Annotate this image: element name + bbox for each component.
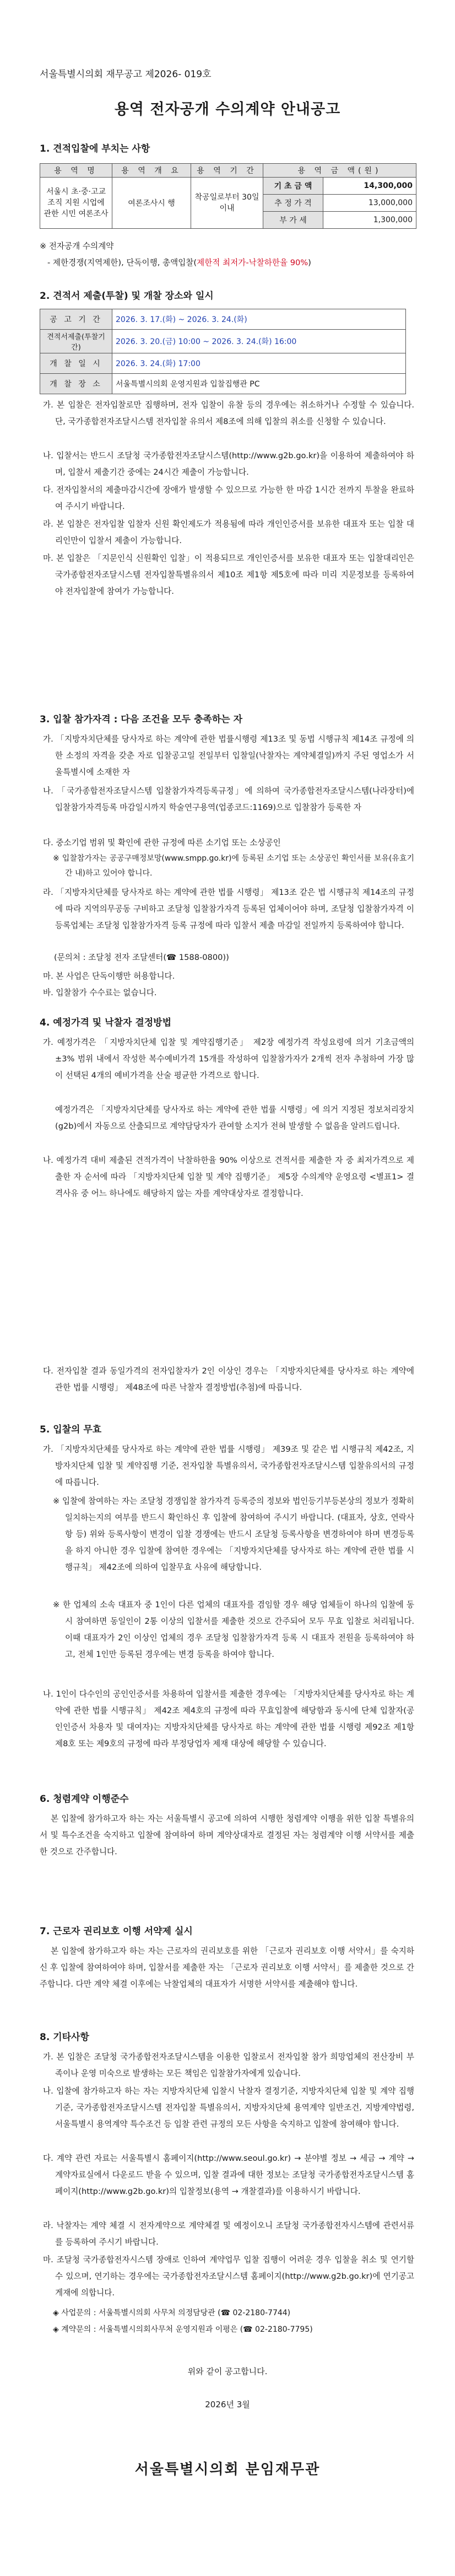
closing-statement: 위와 같이 공고합니다. (187, 2366, 268, 2376)
schedule-value-opening: 2026. 3. 24.(화) 17:00 (112, 353, 406, 374)
section-1-heading: 1. 견적입찰에 부치는 사항 (40, 143, 150, 154)
header-overview: 용 역 개 요 (112, 164, 191, 178)
schedule-value-period: 2026. 3. 17.(화) ~ 2026. 3. 24.(화) (112, 309, 406, 330)
lowest-price-rate: 제한적 최저가-낙찰하한율 90% (197, 258, 308, 267)
sec8-item-a: 가. 본 입찰은 조달청 국가종합전자조달시스템을 이용한 입찰로서 전자입찰 참가 희망업체의 전산장비 부족이나 운영 미숙으로 발생하는 모든 책임은 입찰참가자에게 있습니다. (43, 2052, 414, 2078)
schedule-label-period: 공 고 기 간 (40, 309, 112, 330)
sec3-item-a: 가. 「지방자치단체를 당사자로 하는 계약에 관한 법률시행령 제13조 및 동법 시행규칙 제14조 규정에 의한 소정의 자격을 갖춘 자로 입찰공고일 전일부터 입찰일(낙찰자는 계약체결일)까지 주된 영업소가 서울특별시에 소재한 자 (43, 734, 414, 777)
amount-label-vat: 부 가 세 (263, 212, 323, 229)
amount-value-base: 14,300,000 (323, 178, 416, 195)
schedule-value-place: 서울특별시의회 운영지원과 입찰집행관 PC (112, 374, 406, 394)
sec3-item-f: 바. 입찰참가 수수료는 없습니다. (43, 988, 157, 997)
sec8-item-e: 마. 조달청 국가종합전자시스템 장애로 인하여 계약업무 입찰 집행이 어려운 경우 입찰을 취소 및 연기할 수 있으며, 연기하는 경우에는 국가종합전자조달시스템 홈페이지(http://www.g2b.go.kr)에 연기공고 게재에 의합니다. (43, 2255, 414, 2298)
amount-value-estimate: 13,000,000 (323, 195, 416, 212)
sec3-item-e: 마. 본 사업은 단독이행만 허용합니다. (43, 972, 175, 981)
sec2-item-c: 다. 전자입찰서의 제출마감시간에 장애가 발생할 수 있으므로 가능한 한 마감 1시간 전까지 투찰을 완료하여 주시기 바랍니다. (43, 485, 414, 511)
contact-business: ◈ 사업문의 : 서울특별시의회 사무처 의정담당관 (☎ 02-2180-7744) (53, 2309, 291, 2317)
amount-label-base: 기 초 금 액 (263, 178, 323, 195)
contract-type-note: ※ 전자공개 수의계약 (40, 242, 114, 251)
sec5-note-2: ※ 한 업체의 소속 대표자 중 1인이 다른 업체의 대표자를 겸임할 경우 해당 업체들이 하나의 입찰에 동시 참여하면 동일인이 2통 이상의 입찰서를 제출한 것으로 간주되어 모두 무효 입찰로 처리됩니다. 이때 대표자가 2인 이상인 업체의 경우 조달청 입찰참가자격 등록 시 대표자 전원을 등록하여야 하고, 전체 1인만 등록된 경우에는 변경 등록을 하여야 합니다. (53, 1600, 414, 1659)
section-2-heading: 2. 견적서 제출(투찰) 및 개찰 장소와 일시 (40, 291, 214, 302)
sec7-body: 본 입찰에 참가하고자 하는 자는 근로자의 권리보호를 위한 「근로자 권리보호 이행 서약서」를 숙지하신 후 입찰에 참여하여야 하며, 입찰서를 제출한 자는 「근로자 권리보호 이행 서약서」를 제출한 것으로 간주합니다. 다만 계약 체결 이후에는 낙찰업체의 대표자가 서명한 서약서를 제출해야 합니다. (40, 1946, 414, 1989)
section-6-heading: 6. 청렴계약 이행준수 (40, 1794, 129, 1805)
sec5-item-a: 가. 「지방자치단체를 당사자로 하는 계약에 관한 법률 시행령」 제39조 및 같은 법 시행규칙 제42조, 지방자치단체 입찰 및 계약집행 기준, 전자입찰 특별유의서, 국가종합전자조달시스템 입찰유의서의 규정에 따릅니다. (43, 1445, 414, 1487)
schedule-label-submit: 견적서제출(투찰기간) (40, 330, 112, 353)
sec5-item-b: 나. 1인이 다수인의 공인인증서를 차용하여 입찰서를 제출한 경우에는 「지방자치단체를 당사자로 하는 계약에 관한 법률 시행규칙」 제42조 제4호의 규정에 따라 무효입찰에 해당함과 동시에 단체 입찰자(공인인증서 차용자 및 대여자)는 지방자치단체를 당사자로 하는 계약에 관한 법률 시행령 제92조 제1항 제8호 또는 제9호의 규정에 따라 부정당업자 제재 대상에 해당할 수 있습니다. (43, 1689, 414, 1748)
amount-value-vat: 1,300,000 (323, 212, 416, 229)
sec5-note-1: ※ 입찰에 참여하는 자는 조달청 경쟁입찰 참가자격 등록증의 정보와 법인등기부등본상의 정보가 정확히 일치하는지의 여부를 반드시 확인하신 후 입찰에 참여하여 주시기 바랍니다. (대표자, 상호, 연락사항 등) 위와 등록사항이 변경이 입찰 경쟁에는 반드시 조달청 등록사항을 변경하여야 하며 변경등록을 하지 아니한 경우 입찰에 참여한 경우에는 「지방자치단체를 당사자로 하는 계약에 관한 법률 시행규칙」 제42조에 의하여 입찰무효 사유에 해당합니다. (53, 1496, 414, 1572)
sec2-item-b: 나. 입찰서는 반드시 조달청 국가종합전자조달시스템(http://www.g2b.go.kr)을 이용하여 제출하여야 하며, 입찰서 제출기간 중에는 24시간 제출이 가능합니다. (43, 451, 414, 477)
sec2-item-d: 라. 본 입찰은 전자입찰 입찰자 신원 확인제도가 적용됨에 따라 개인인증서를 보유한 대표자 또는 입찰 대리인만이 입찰서 제출이 가능합니다. (43, 519, 414, 545)
section-8-heading: 8. 기타사항 (40, 2032, 89, 2043)
service-period: 착공일로부터 30일이내 (191, 178, 263, 229)
sec3-item-c: 다. 중소기업 범위 및 확인에 관한 규정에 따른 소기업 또는 소상공인 (43, 838, 281, 847)
contract-type-detail (47, 255, 422, 271)
sec2-item-a: 가. 본 입찰은 전자입찰로만 집행하며, 전자 입찰이 유찰 등의 경우에는 취소하거나 수정할 수 있습니다. 단, 국가종합전자조달시스템 전자입찰 유의서 제8조에 의해 입찰의 취소를 신청할 수 있습니다. (43, 400, 414, 426)
section-3-heading: 3. 입찰 참가자격 : 다음 조건을 모두 충족하는 자 (40, 714, 243, 725)
section-4-heading: 4. 예정가격 및 낙찰자 결정방법 (40, 1017, 172, 1028)
sec4-item-a: 가. 예정가격은 「지방자치단체 입찰 및 계약집행기준」 제2장 예정가격 작성요령에 의거 기초금액의 ±3% 범위 내에서 작성한 복수예비가격 15개를 작성하여 입찰참가자가 2개씩 전자 추첨하여 가장 많이 선택된 4개의 예비가격을 산술 평균한 가격으로 합니다. (43, 1038, 414, 1080)
sec3-sub-note: ※ 입찰참가자는 공공구매정보망(www.smpp.go.kr)에 등록된 소기업 또는 소상공인 확인서를 보유(유효기간 내)하고 있어야 합니다. (53, 854, 414, 878)
service-overview: 여론조사시 행 (112, 178, 191, 229)
page-title: 용역 전자공개 수의계약 안내공고 (114, 101, 341, 118)
contract-type-close: ) (308, 258, 311, 267)
sec3-item-b: 나. 「국가종합전자조달시스템 입찰참가자격등록규정」에 의하여 국가종합전자조달시스템(나라장터)에 입찰참가자격등록 마감일시까지 학술연구용역(업종코드:1169)으로 입찰참가 등록한 자 (43, 786, 414, 812)
header-period: 용 역 기 간 (191, 164, 263, 178)
service-name: 서울시 초·중·고교 조직 지원 시업에 관한 시민 여론조사 (40, 178, 112, 229)
schedule-value-submit: 2026. 3. 20.(금) 10:00 ~ 2026. 3. 24.(화) 16:00 (112, 330, 406, 353)
notice-number: 서울특별시의회 재무공고 제2026- 019호 (40, 69, 212, 80)
schedule-table (40, 309, 406, 394)
signer-name: 서울특별시의회 분임재무관 (134, 2461, 321, 2478)
sec6-body: 본 입찰에 참가하고자 하는 자는 서울특별시 공고에 의하여 시행한 청렴계약 이행을 위한 입찰 특별유의서 및 특수조건을 숙지하고 입찰에 참여하여 하며 계약상대자로 결정된 자는 청렴계약 이행 서약서를 제출한 것으로 간주합니다. (40, 1814, 414, 1856)
amount-label-estimate: 추 정 가 격 (263, 195, 323, 212)
service-summary-table (40, 163, 416, 229)
contact-contract: ◈ 계약문의 : 서울특별시의회사무처 운영지원과 이평은 (☎ 02-2180-7795) (53, 2325, 313, 2334)
schedule-label-opening: 개 찰 일 시 (40, 353, 112, 374)
schedule-label-place: 개 찰 장 소 (40, 374, 112, 394)
header-amount: 용 역 금 액(원) (263, 164, 416, 178)
contract-type-text: - 제한경쟁(지역제한), 단독이행, 총액입찰( (47, 258, 197, 267)
sec3-item-d: 라. 「지방자치단체를 당사자로 하는 계약에 관한 법률 시행령」 제13조 같은 법 시행규칙 제14조의 규정에 따라 지역의무공동 구비하고 조달청 입찰참가자격 등록된 업체이어야 하며, 조달청 입찰참가자격 이 등록업체는 조달청 입찰참가자격 등록 규정에 따라 입찰서 제출 마감일 전일까지 등록하여야 합니다. (43, 888, 414, 930)
section-5-heading: 5. 입찰의 무효 (40, 1424, 102, 1435)
header-name: 용 역 명 (40, 164, 112, 178)
sec4-item-a-note: 예정가격은 「지방자치단체를 당사자로 하는 계약에 관한 법률 시행령」에 의거 지정된 정보처리장치(g2b)에서 자동으로 산출되므로 계약담당자가 관여할 소지가 전혀 발생할 수 없음을 알려드립니다. (55, 1105, 414, 1131)
sec8-item-b: 나. 입찰에 참가하고자 하는 자는 지방자치단체 입찰시 낙찰자 결정기준, 지방자치단체 입찰 및 계약 집행기준, 국가종합전자조달시스템 전자입찰 특별유의서, 지방자치단체 용역계약 일반조건, 지방계약법령, 서울특별시 용역계약 특수조건 등 입찰 관련 규정의 모든 사항을 숙지하고 입찰에 참여해야 합니다. (43, 2086, 414, 2129)
sec8-item-d: 라. 낙찰자는 계약 체결 시 전자계약으로 계약체결 및 예정이오니 조달청 국가종합전자시스템에 관련서류를 등록하여 주시기 바랍니다. (43, 2221, 414, 2247)
sec8-item-c: 다. 계약 관련 자료는 서울특별시 홈페이지(http://www.seoul.go.kr) → 분야별 정보 → 세금 → 계약 → 계약자료실에서 다운로드 받을 수 있으며, 입찰 결과에 대한 정보는 조달청 국가종합전자조달시스템 홈페이지(http://www.g2b.go.kr)의 입찰정보(용역 → 개찰결과)를 이용하시기 바랍니다. (43, 2154, 414, 2196)
section-7-heading: 7. 근로자 권리보호 이행 서약제 실시 (40, 1926, 193, 1937)
sec4-item-c: 다. 전자입찰 결과 동일가격의 전자입찰자가 2인 이상인 경우는 「지방자치단체를 당사자로 하는 계약에 관한 법률 시행령」 제48조에 따른 낙찰자 결정방법(추첨)에 따릅니다. (43, 1366, 414, 1392)
sec4-item-b: 나. 예정가격 대비 제출된 견적가격이 낙찰하한율 90% 이상으로 견적서를 제출한 자 중 최저가격으로 제출한 자 순서에 따라 「지방자치단체 입찰 및 계약 집행기준」 제5장 수의계약 운영요령 <별표1> 결격사유 중 어느 하나에도 해당하지 않는 자를 계약대상자로 결정합니다. (43, 1156, 414, 1198)
sec2-item-e: 마. 본 입찰은 「지문인식 신원확인 입찰」이 적용되므로 개인인증서를 보유한 대표자 또는 입찰대리인은 국가종합전자조달시스템 전자입찰특별유의서 제10조 제1항 제5호에 따라 미리 지문정보를 등록하여야 전자입찰에 참여가 가능합니다. (43, 554, 414, 596)
sec3-inquiry: (문의처 : 조달청 전자 조달센터(☎ 1588-0800)) (54, 953, 229, 962)
notice-date: 2026년 3월 (205, 2400, 250, 2409)
